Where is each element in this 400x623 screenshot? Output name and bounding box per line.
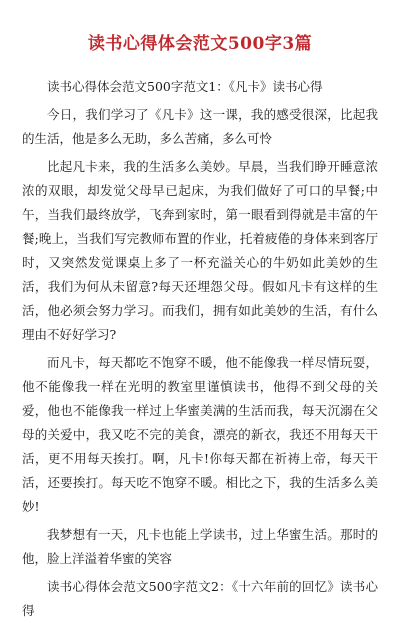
section-heading-2: 读书心得体会范文500字范文2：《十六年前的回忆》读书心得 (22, 579, 378, 618)
document-title: 读书心得体会范文500字3篇 (87, 34, 313, 54)
document-body (22, 75, 378, 623)
paragraph-intro: 今日，我们学习了《凡卡》这一课，我的感受很深，比起我的生活，他是多么无助，多么苦痛，多么可怜 (22, 107, 378, 146)
paragraph-vanka-life: 而凡卡，每天都吃不饱穿不暖，他不能像我一样尽情玩耍，他不能像我一样在光明的教室里谨慎读书，他得不到父母的关爱，他也不能像我一样过上华蜜美满的生活而我，每天沉溺在父母的关爱中，我又吃不完的美食，漂亮的新衣，我还不用每天干活，更不用每天挨打。啊，凡卡!你每天都在祈祷上帝，每天干活，还要挨打。每天吃不饱穿不暖。相比之下，我的生活多么美妙! (22, 355, 378, 514)
title-spacing (22, 63, 378, 75)
section-heading-1: 读书心得体会范文500字范文1：《凡卡》读书心得 (47, 79, 323, 94)
paragraph-dream: 我梦想有一天，凡卡也能上学读书，过上华蜜生活。那时的他，脸上洋溢着华蜜的笑容 (22, 527, 378, 566)
paragraph-comparison: 比起凡卡来，我的生活多么美妙。早晨，当我们睁开睡意浓浓的双眼，却发觉父母早已起床，为我们做好了可口的早餐;中午，当我们最终放学，飞奔到家时，第一眼看到得就是丰富的午餐;晚上，当我们写完教师布置的作业，托着疲倦的身体来到客厅时，又突然发觉课桌上多了一杯充溢关心的牛奶如此美妙的生活，我们为何从未留意?每天还埋怨父母。假如凡卡有这样的生活，他必须会努力学习。而我们，拥有如此美妙的生活，有什么理由不好好学习? (22, 159, 378, 342)
